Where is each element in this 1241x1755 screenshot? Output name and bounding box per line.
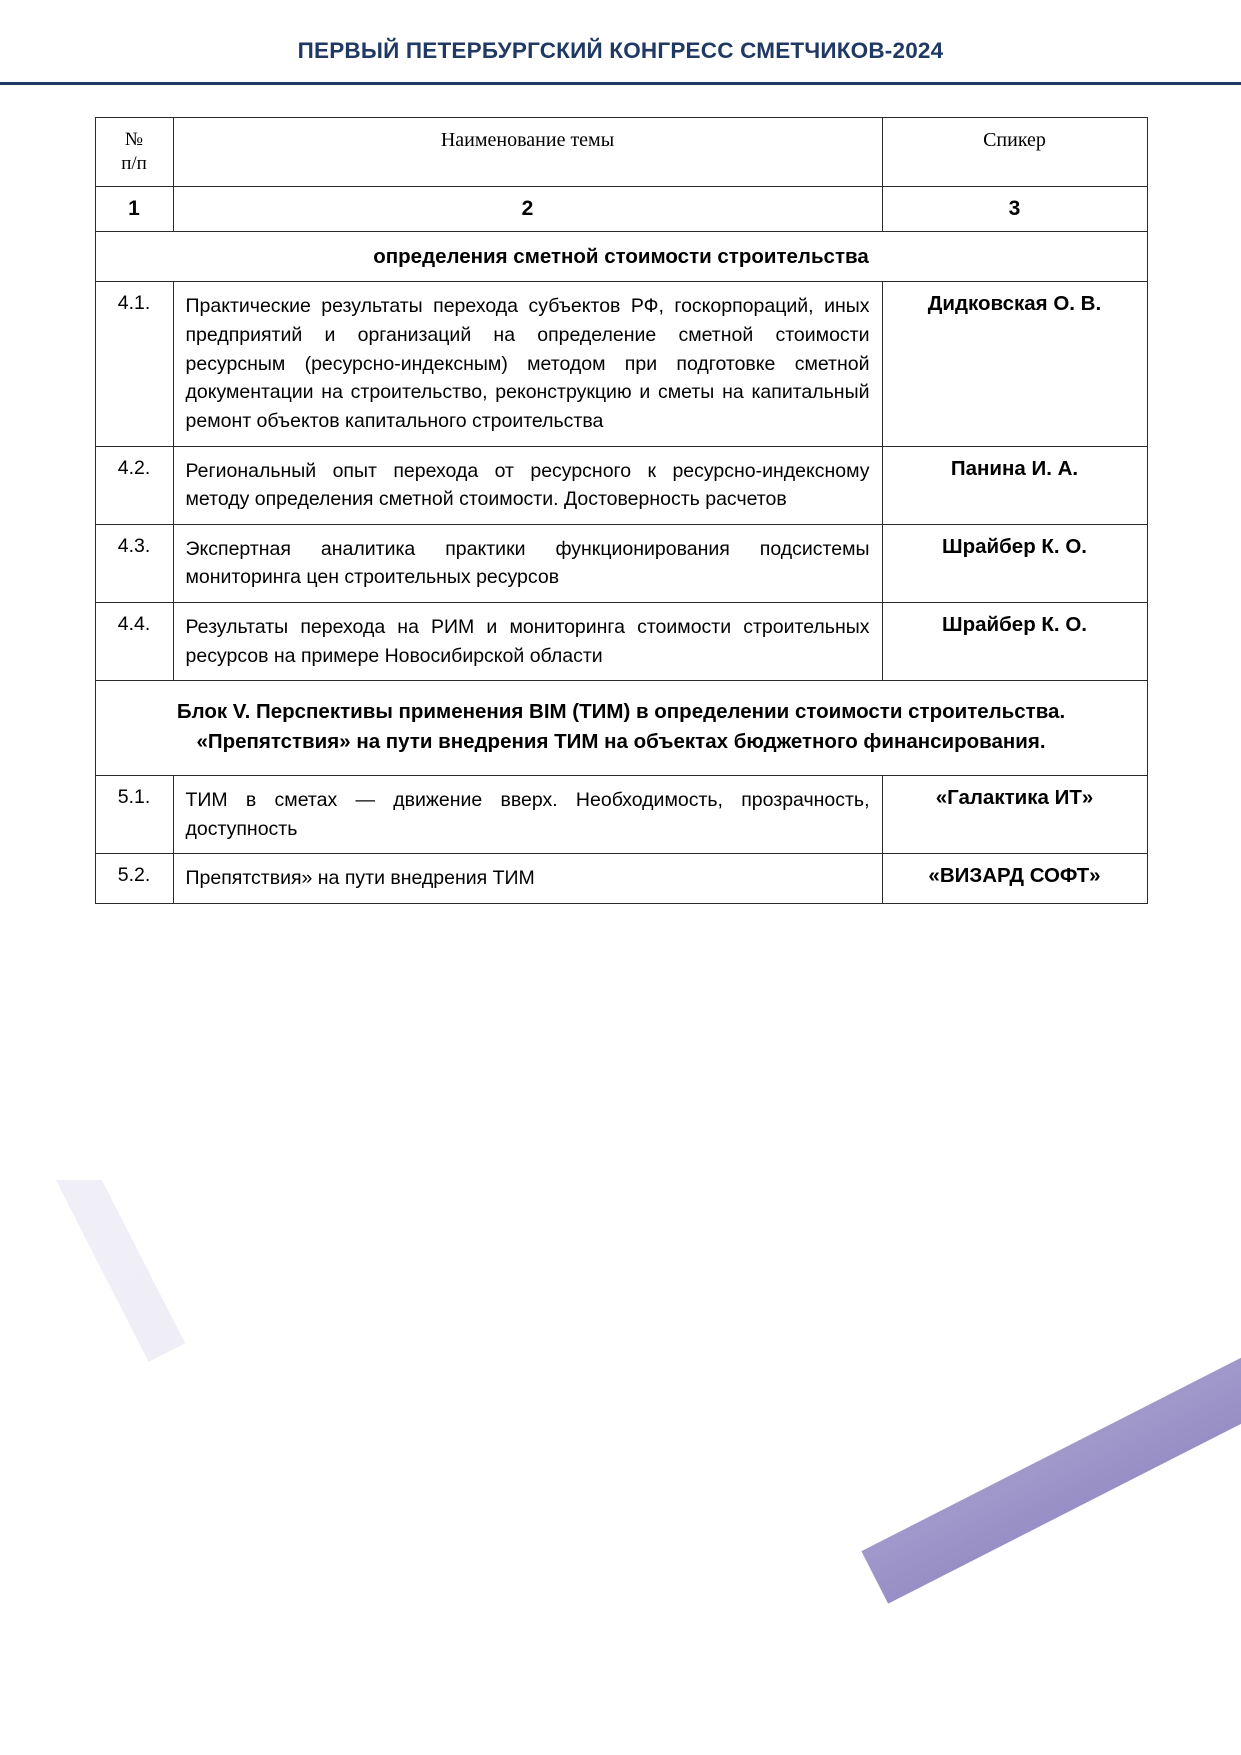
row-theme: Препятствия» на пути внедрения ТИМ <box>173 854 882 904</box>
row-speaker: Шрайбер К. О. <box>882 524 1147 602</box>
header-number-symbol: № <box>124 129 144 150</box>
row-speaker: Дидковская О. В. <box>882 282 1147 446</box>
header-divider <box>0 82 1241 85</box>
table-row <box>95 446 1147 524</box>
row-number: 4.1. <box>95 282 173 446</box>
row-speaker: «ВИЗАРД СОФТ» <box>882 854 1147 904</box>
table-row <box>95 524 1147 602</box>
column-number-row <box>95 186 1147 231</box>
header-cell-speaker: Спикер <box>882 118 1147 187</box>
header-cell-theme: Наименование темы <box>173 118 882 187</box>
row-speaker: Шрайбер К. О. <box>882 603 1147 681</box>
row-number: 5.2. <box>95 854 173 904</box>
row-theme: Экспертная аналитика практики функционирования подсистемы мониторинга цен строительных ресурсов <box>173 524 882 602</box>
column-number-2: 2 <box>173 186 882 231</box>
table-header-row <box>95 118 1147 187</box>
row-number: 4.2. <box>95 446 173 524</box>
table-row <box>95 854 1147 904</box>
table-row <box>95 282 1147 446</box>
row-theme: Практические результаты перехода субъектов РФ, госкорпораций, иных предприятий и организаций на определение сметной стоимости ресурсным (ресурсно-индексным) методом при подготовке сметной документации на строительство, реконструкцию и сметы на капитальный ремонт объектов капитального строительства <box>173 282 882 446</box>
row-number: 4.4. <box>95 603 173 681</box>
header-cell-number <box>95 118 173 187</box>
section-block-v-line-2: «Препятствия» на пути внедрения ТИМ на объектах бюджетного финансирования. <box>196 730 1046 754</box>
column-number-1: 1 <box>95 186 173 231</box>
row-number: 4.3. <box>95 524 173 602</box>
table-row <box>95 775 1147 853</box>
column-number-3: 3 <box>882 186 1147 231</box>
page-header <box>0 0 1241 85</box>
section-heading-row-block-v <box>95 681 1147 775</box>
agenda-table-wrapper <box>95 117 1147 904</box>
row-theme: Результаты перехода на РИМ и мониторинга стоимости строительных ресурсов на примере Новосибирской области <box>173 603 882 681</box>
section-heading-row <box>95 231 1147 282</box>
row-speaker: «Галактика ИТ» <box>882 775 1147 853</box>
section-block-v-line-1: Блок V. Перспективы применения BIM (ТИМ) в определении стоимости строительства. <box>176 700 1066 724</box>
row-theme: Региональный опыт перехода от ресурсного к ресурсно-индексному методу определения сметной стоимости. Достоверность расчетов <box>173 446 882 524</box>
section-heading-text: определения сметной стоимости строительства <box>95 231 1147 282</box>
row-speaker: Панина И. А. <box>882 446 1147 524</box>
page-title: ПЕРВЫЙ ПЕТЕРБУРГСКИЙ КОНГРЕСС СМЕТЧИКОВ-2024 <box>297 38 944 63</box>
table-row <box>95 603 1147 681</box>
row-theme: ТИМ в сметах — движение вверх. Необходимость, прозрачность, доступность <box>173 775 882 853</box>
row-number: 5.1. <box>95 775 173 853</box>
agenda-table <box>95 117 1148 904</box>
header-number-sub: п/п <box>121 152 147 174</box>
